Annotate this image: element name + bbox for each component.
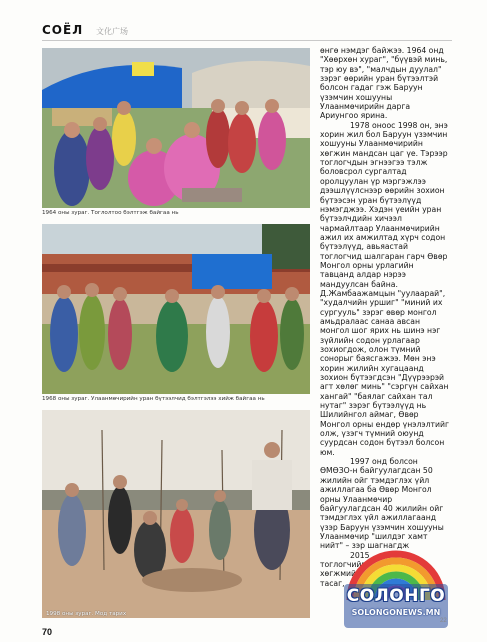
photo-caption: 1964 оны зураг. Тоглолтоо бэлтгэж байгаа нь: [42, 210, 179, 216]
section-subtitle: 文化广场: [96, 27, 128, 36]
paragraph: 1978 оноос 1998 он, энэ хорин жил бол Баруун үзэмчин хошууны Улаанмөчирийн хөгжин мандсан цаг үе. Тэрээр тоглогчдын эгнээгээ тэлж боловсрол сургалтад оролцуулан үр мэргэжлээ дээшлүүлснээр өөрийн зохион бүтээсэн уран бүтээлүүд нэмэгджээ. Хэдэн үеийн уран бүтээлчдийн хичээл чармайлтаар Улаанмөчирийн ажил их амжилтад хүрч содон бүтээлүүд, авьяастай тоглогчид шалгаран гарч Өвөр Монгол орны урлагийн тавцанд алдар нэрээ мандуулсан байна. Д.Жамбаажамцын "уулаарай", "худалчийн уршиг" "миний их сургууль" зэрэг өвөр монгол амьдралаас санаа авсан монгол шог ярих нь шинэ нэг зүйлийн содон урлагаар зохиогдож, олон түмний сонорыг баясгажээ. Мөн энэ хорин жилийн хугацаанд зохион бүтээгдсэн "Дүүрээрэй агт хөлөг минь" "сэргүн сайхан хангай" "баялаг сайхан тал нутаг" зэрэг бүтээлүүд нь Шилийнгол аймаг, Өвөр Монгол орны ендөр үнэлэлтийг олж, үзэгч түмний оюунд суурдсан содон бүтээл болсон юм.: [320, 120, 450, 457]
section-title: СОЁЛ: [42, 23, 84, 37]
logo-fragment: 22: [440, 618, 447, 624]
rainbow-icon: [344, 528, 452, 640]
article-text-column: [320, 46, 450, 588]
page-header: [42, 22, 452, 41]
paragraph: өнгө нэмдэг байжээ. 1964 онд "Хөөрхөн хураг", "бүүвэй минь, тэр юу вэ", "малчдын дуулал" зэрэг өөрийн уран бүтээлтэй болсон гадаг гэж Баруун үзэмчин хошууны Улаанмөчирийн дарга Ариунгоо ярина.: [320, 46, 448, 121]
photo-rehearsal-1964: [42, 48, 310, 208]
photo-tree-planting-1998: [42, 410, 310, 618]
logo-title: СОЛОНГО: [346, 586, 446, 606]
photo-caption: 1968 оны зураг. Улаанмөчирийн уран бүтээлчид бэлтгэлээ хийж байгаа нь: [42, 396, 265, 402]
logo-url: SOLONGONEWS.MN: [351, 608, 441, 617]
page-number: 70: [42, 627, 53, 637]
paragraph: хөгжмийн: [320, 569, 362, 579]
photo-caption: 1998 оны зураг. Мод тарих: [46, 611, 127, 617]
paragraph: 2015: [350, 550, 370, 560]
paragraph: тасаг,: [320, 578, 345, 588]
paragraph: тоглогчийг: [320, 559, 366, 569]
photo-rehearsal-1968: [42, 224, 310, 394]
solongo-logo: [344, 528, 452, 640]
paragraph: 1997 онд болсон ӨМӨЗО-н байгуулагдсан 50 жилийн ойг тэмдэглэх үйл ажиллагаа ба Өвөр Монгол орны Улаанмөчир байгуулагдсан 40 жилийн ойг тэмдэглэх үйл ажиллагаанд үзэр Баруун үзэмчин хошууны Улаанмөчир "шилдэг хамт нийт" – зэр шагнагдж: [320, 457, 444, 551]
